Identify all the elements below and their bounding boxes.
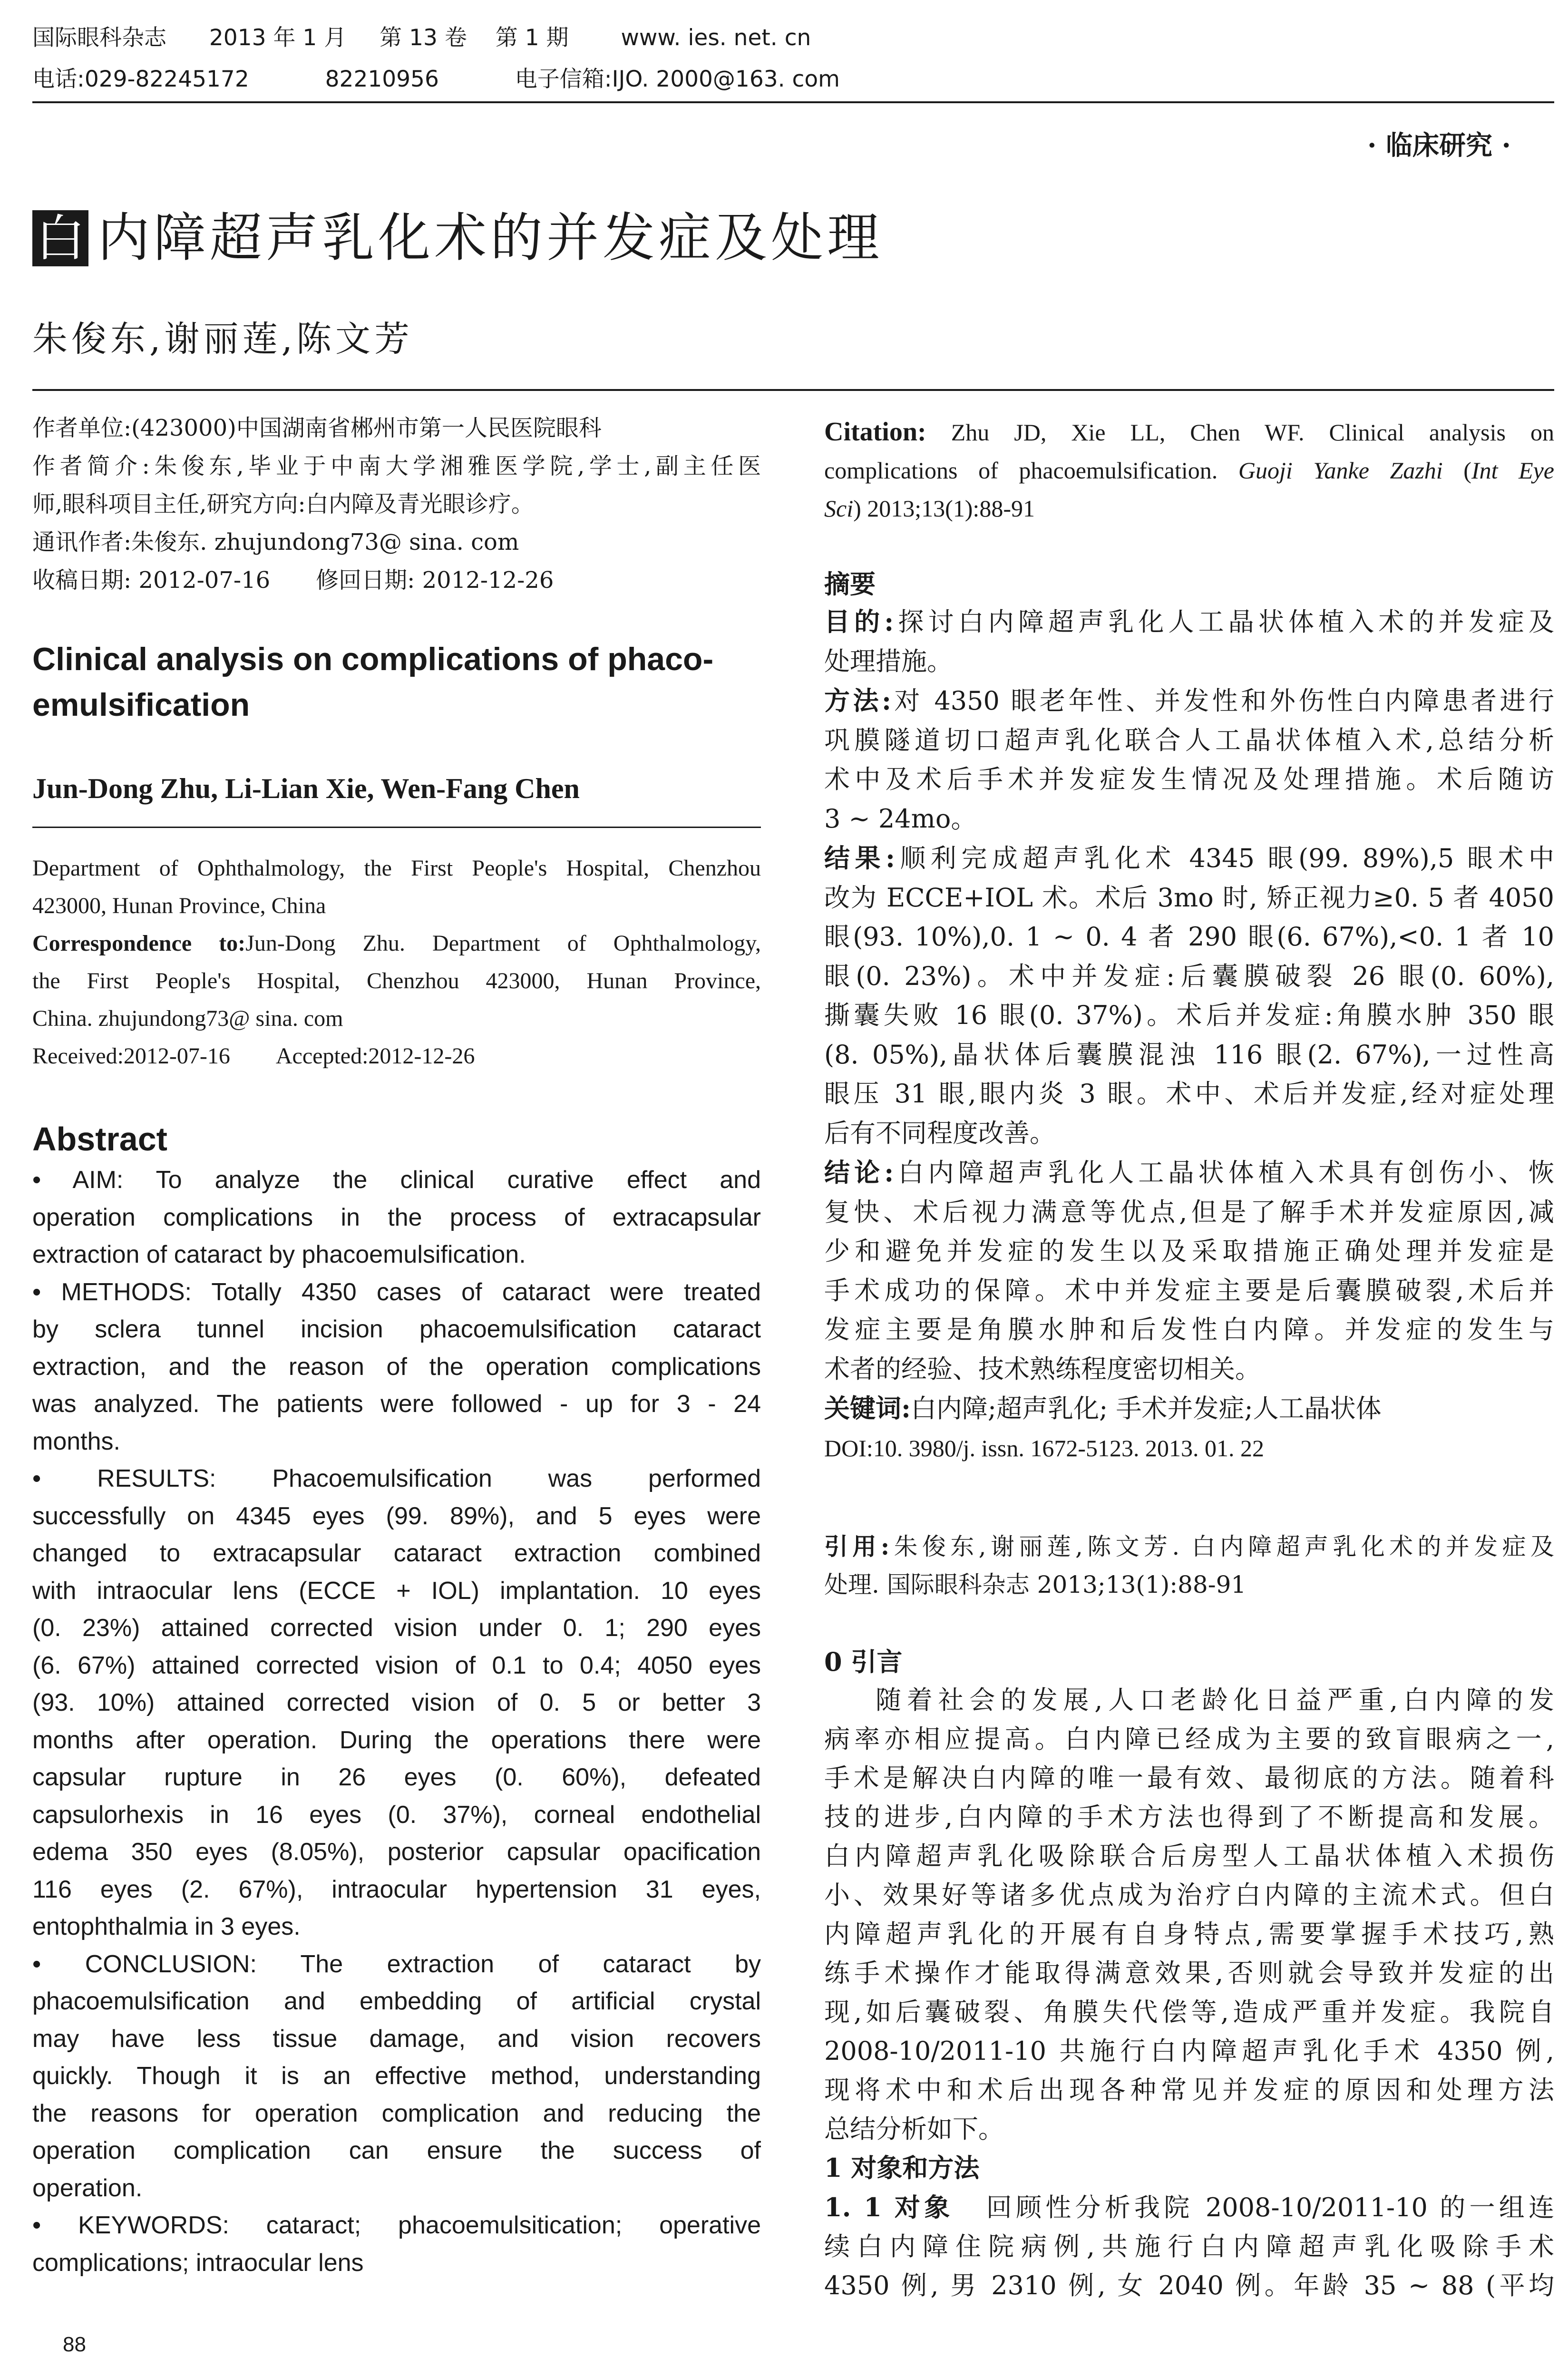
volume: 第 13 卷 <box>380 25 467 51</box>
journal-website: www. ies. net. cn <box>621 25 811 51</box>
doi-line: DOI:10. 3980/j. issn. 1672-5123. 2013. 01. 22 <box>824 1434 1264 1461</box>
abstract-line: quickly. Though it is an effective method, understanding <box>32 2062 761 2090</box>
author-affiliation: 作者单位:(423000)中国湖南省郴州市第一人民医院眼科 <box>32 415 602 441</box>
english-affiliation-block <box>32 849 761 1075</box>
intro-line: 现,如后囊破裂、角膜失代偿等,造成严重并发症。我院自 <box>824 1997 1554 2027</box>
methods-line: 续白内障住院病例,共施行白内障超声乳化吸除手术 <box>824 2231 1554 2261</box>
correspondence-line: China. zhujundong73@ sina. com <box>32 1006 343 1031</box>
abstract-line: the reasons for operation complication and reducing the <box>32 2099 761 2127</box>
correspondence-label: Correspondence to: <box>32 931 246 956</box>
methods-body <box>824 2188 1554 2305</box>
abstract-english-body <box>32 1161 761 2281</box>
abstract-cn-line: 眼(0. 23%)。术中并发症:后囊膜破裂 26 眼(0. 60%), <box>824 961 1554 991</box>
abstract-cn-line: 发症主要是角膜水肿和后发性白内障。并发症的发生与 <box>824 1315 1554 1344</box>
abstract-cn-heading: 摘要 <box>824 569 876 599</box>
abstract-line: operation complication can ensure the success of <box>32 2137 761 2164</box>
abstract-line: extraction of cataract by phacoemulsification. <box>32 1241 526 1268</box>
authors-chinese: 朱俊东,谢丽莲,陈文芳 <box>32 319 414 360</box>
abstract-line: operation. <box>32 2174 143 2202</box>
cite-cn-line: 引用:朱俊东,谢丽莲,陈文芳. 白内障超声乳化术的并发症及 <box>824 1532 1554 1560</box>
intro-line: 病率亦相应提高。白内障已经成为主要的致盲眼病之一, <box>824 1724 1554 1754</box>
methods-line: 4350 例, 男 2310 例, 女 2040 例。年龄 35 ~ 88 (平均 <box>824 2270 1554 2300</box>
methods-heading: 1 对象和方法 <box>824 2153 980 2183</box>
received-accepted-dates: Received:2012-07-16 Accepted:2012-12-26 <box>32 1043 475 1069</box>
abstract-cn-line: 目的:探讨白内障超声乳化人工晶状体植入术的并发症及 <box>824 606 1555 637</box>
intro-line: 现将术中和术后出现各种常见并发症的原因和处理方法 <box>824 2075 1554 2105</box>
abstract-line: phacoemulsification and embedding of artificial crystal <box>32 1987 761 2015</box>
abstract-cn-line: 处理措施。 <box>824 646 953 676</box>
abstract-line: capsulorhexis in 16 eyes (0. 37%), corneal endothelial <box>32 1801 761 1829</box>
journal-header-line2 <box>32 65 840 94</box>
abstract-line: capsular rupture in 26 eyes (0. 60%), defeated <box>32 1763 761 1791</box>
abstract-cn-line: 3 ~ 24mo。 <box>824 803 977 834</box>
abstract-cn-line: (8. 05%),晶状体后囊膜混浊 116 眼(2. 67%),一过性高 <box>824 1039 1554 1070</box>
abstract-cn-line: 手术成功的保障。术中并发症主要是后囊膜破裂,术后并 <box>824 1275 1554 1305</box>
received-dates-cn: 收稿日期: 2012-07-16 修回日期: 2012-12-26 <box>32 567 554 594</box>
abstract-line: (93. 10%) attained corrected vision of 0. 5 or better 3 <box>32 1689 761 1716</box>
correspondence-line: the First People's Hospital, Chenzhou 423000, Hunan Province, <box>32 968 761 994</box>
abstract-cn-line: 眼压 31 眼,眼内炎 3 眼。术中、术后并发症,经对症处理 <box>824 1079 1554 1109</box>
intro-line: 白内障超声乳化吸除联合后房型人工晶状体植入术损伤 <box>824 1841 1554 1871</box>
abstract-cn-line: 结论:白内障超声乳化人工晶状体植入术具有创伤小、恢 <box>824 1157 1555 1188</box>
citation-label: Citation: <box>824 417 926 447</box>
abstract-line: was analyzed. The patients were followed - up for 3 - 24 <box>32 1390 761 1418</box>
abstract-line: • METHODS: Totally 4350 cases of cataract were treated <box>32 1278 761 1306</box>
intro-line: 手术是解决白内障的唯一最有效、最彻底的方法。随着科 <box>824 1763 1554 1793</box>
citation-block <box>824 413 1554 527</box>
abstract-line: 116 eyes (2. 67%), intraocular hypertension 31 eyes, <box>32 1875 761 1903</box>
methods-line: 1. 1 对象 回顾性分析我院 2008-10/2011-10 的一组连 <box>824 2192 1555 2222</box>
abstract-line: months after operation. During the operations there were <box>32 1726 761 1754</box>
title-divider <box>32 389 1554 391</box>
journal-email: 电子信箱:IJO. 2000@163. com <box>515 66 840 92</box>
corresponding-author: 通讯作者:朱俊东. zhujundong73@ sina. com <box>32 529 519 555</box>
title-initial-mark: 白 <box>32 210 88 266</box>
abstract-cn-line: 结果:顺利完成超声乳化术 4345 眼(99. 89%),5 眼术中 <box>824 843 1554 873</box>
intro-line: 技的进步,白内障的手术方法也得到了不断提高和发展。 <box>824 1802 1554 1832</box>
author-bio: 作者简介:朱俊东,毕业于中南大学湘雅医学院,学士,副主任医 <box>32 453 761 479</box>
journal-header-line1 <box>32 24 811 52</box>
abstract-line: successfully on 4345 eyes (99. 89%), and 5 eyes were <box>32 1502 761 1530</box>
abstract-line: extraction, and the reason of the operation complications <box>32 1353 761 1381</box>
author-bio-cont: 师,眼科项目主任,研究方向:白内障及青光眼诊疗。 <box>32 491 534 517</box>
issue-number: 第 1 期 <box>495 25 569 51</box>
affiliation-line: 423000, Hunan Province, China <box>32 893 326 918</box>
abstract-cn-line: 复快、术后视力满意等优点,但是了解手术并发症原因,减 <box>824 1197 1554 1227</box>
journal-phone: 电话:029-82245172 <box>32 66 249 92</box>
citation-line: Citation: Zhu JD, Xie LL, Chen WF. Clinical analysis on <box>824 417 1555 447</box>
page-number: 88 <box>63 2333 86 2356</box>
intro-line: 小、效果好等诸多优点成为治疗白内障的主流术式。但白 <box>824 1880 1554 1910</box>
abstract-cn-line: 巩膜隧道切口超声乳化联合人工晶状体植入术,总结分析 <box>824 725 1554 755</box>
abstract-line: • RESULTS: Phacoemulsification was performed <box>32 1465 761 1492</box>
journal-name: 国际眼科杂志 <box>32 25 166 51</box>
abstract-cn-line: 后有不同程度改善。 <box>824 1118 1055 1148</box>
issue-date: 2013 年 1 月 <box>209 25 347 51</box>
abstract-cn-line: 方法:对 4350 眼老年性、并发性和外伤性白内障患者进行 <box>824 685 1554 716</box>
abstract-cn-line: 改为 ECCE+IOL 术。术后 3mo 时, 矫正视力≥0. 5 者 4050 <box>824 882 1554 913</box>
cite-cn-line: 处理. 国际眼科杂志 2013;13(1):88-91 <box>824 1571 1247 1598</box>
methods-sub-label: 1. 1 对象 <box>824 2192 954 2222</box>
cite-cn-block <box>824 1528 1554 1604</box>
abstract-line: (6. 67%) attained corrected vision of 0.1 to 0.4; 4050 eyes <box>32 1651 761 1679</box>
abstract-line: changed to extracapsular cataract extraction combined <box>32 1539 761 1567</box>
intro-line: 2008-10/2011-10 共施行白内障超声乳化手术 4350 例, <box>824 2036 1554 2066</box>
intro-line: 练手术操作才能取得满意效果,否则就会导致并发症的出 <box>824 1958 1554 1988</box>
keywords-cn-line: 关键词:白内障;超声乳化; 手术并发症;人工晶状体 <box>824 1393 1382 1423</box>
citation-line: complications of phacoemulsification. Guoji Yanke Zazhi (Int Eye <box>824 457 1554 484</box>
abstract-line: • AIM: To analyze the clinical curative effect and <box>32 1166 761 1194</box>
article-title: 内障超声乳化术的并发症及处理 <box>97 207 883 268</box>
abstract-cn-line: 少和避免并发症的发生以及采取措施正确处理并发症是 <box>824 1236 1554 1266</box>
abstract-line: entophthalmia in 3 eyes. <box>32 1913 301 1940</box>
abstract-line: may have less tissue damage, and vision recovers <box>32 2025 761 2053</box>
abstract-line: operation complications in the process of extracapsular <box>32 1203 761 1231</box>
english-title: Clinical analysis on complications of phaco- emulsification <box>32 641 714 723</box>
abstract-line: by sclera tunnel incision phacoemulsification cataract <box>32 1315 761 1343</box>
abstract-cn-line: 撕囊失败 16 眼(0. 37%)。术后并发症:角膜水肿 350 眼 <box>824 1000 1554 1030</box>
header-divider <box>32 101 1554 103</box>
author-info-block <box>32 409 761 599</box>
abstract-line: • CONCLUSION: The extraction of cataract by <box>32 1950 761 1978</box>
abstract-line: • KEYWORDS: cataract; phacoemulsitication; operative <box>32 2211 761 2239</box>
intro-line: 内障超声乳化的开展有自身特点,需要掌握手术技巧,熟 <box>824 1919 1554 1949</box>
correspondence-line: Correspondence to:Jun-Dong Zhu. Department of Ophthalmology, <box>32 931 761 956</box>
journal-phone-2: 82210956 <box>325 66 439 92</box>
citation-line: Sci) 2013;13(1):88-91 <box>824 495 1035 522</box>
abstract-line: edema 350 eyes (8.05%), posterior capsular opacification <box>32 1838 761 1866</box>
abstract-cn-line: 术者的经验、技术熟练程度密切相关。 <box>824 1354 1261 1384</box>
abstract-line: months. <box>32 1427 120 1455</box>
abstract-line: complications; intraocular lens <box>32 2249 364 2277</box>
intro-heading: 0 引言 <box>824 1646 903 1677</box>
abstract-heading: Abstract <box>32 1120 167 1158</box>
left-column-divider <box>32 827 761 828</box>
intro-line: 随着社会的发展,人口老龄化日益严重,白内障的发 <box>876 1685 1554 1715</box>
abstract-cn-line: 眼(93. 10%),0. 1 ~ 0. 4 者 290 眼(6. 67%),<0. 1 者 10 <box>824 922 1554 952</box>
intro-line: 总结分析如下。 <box>824 2114 1004 2144</box>
abstract-line: with intraocular lens (ECCE + IOL) implantation. 10 eyes <box>32 1577 761 1605</box>
affiliation-line: Department of Ophthalmology, the First People's Hospital, Chenzhou <box>32 856 761 881</box>
section-label: · 临床研究 · <box>1367 130 1511 161</box>
abstract-chinese-body <box>824 602 1554 1468</box>
english-authors: Jun-Dong Zhu, Li-Lian Xie, Wen-Fang Chen <box>32 773 580 804</box>
abstract-cn-line: 术中及术后手术并发症发生情况及处理措施。术后随访 <box>824 764 1554 794</box>
abstract-line: (0. 23%) attained corrected vision under 0. 1; 290 eyes <box>32 1614 761 1642</box>
intro-body <box>824 1681 1554 2149</box>
